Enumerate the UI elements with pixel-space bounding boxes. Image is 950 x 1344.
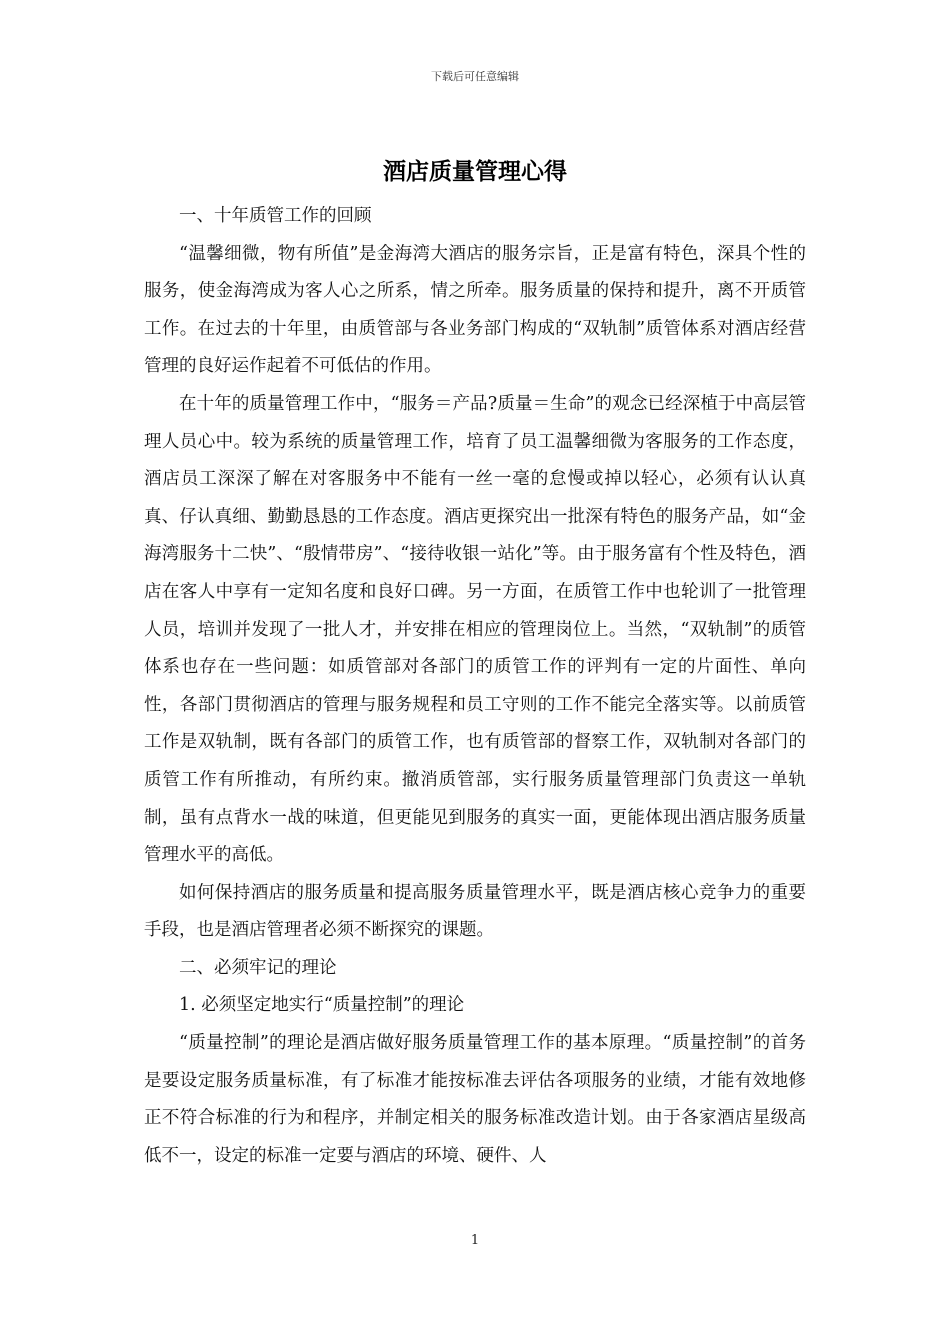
body-paragraph: “质量控制”的理论是酒店做好服务质量管理工作的基本原理。“质量控制”的首务是要设定服务质量标准，有了标准才能按标准去评估各项服务的业绩，才能有效地修正不符合标准的行为和程序，并制定相关的服务标准改造计划。由于各家酒店星级高低不一，设定的标准一定要与酒店的环境、硬件、人 <box>144 1033 806 1166</box>
subsection-heading: 1. 必须坚定地实行“质量控制”的理论 <box>179 995 465 1016</box>
section-heading-2: 二、必须牢记的理论 <box>179 957 337 978</box>
document-title: 酒店质量管理心得 <box>383 158 567 185</box>
document-body <box>144 198 806 1175</box>
page-number: 1 <box>470 1233 480 1248</box>
body-paragraph: “温馨细微，物有所值”是金海湾大酒店的服务宗旨，正是富有特色，深具个性的服务，使金海湾成为客人心之所系，情之所牵。服务质量的保持和提升，离不开质管工作。在过去的十年里，由质管部与各业务部门构成的“双轨制”质管体系对酒店经营管理的良好运作起着不可低估的作用。 <box>144 243 806 377</box>
page-header-note: 下载后可任意编辑 <box>431 70 519 83</box>
body-paragraph: 在十年的质量管理工作中，“服务＝产品?质量＝生命”的观念已经深植于中高层管理人员心中。较为系统的质量管理工作，培育了员工温馨细微为客服务的工作态度，酒店员工深深了解在对客服务中不能有一丝一毫的怠慢或掉以轻心，必须有认认真真、仔认真细、勤勤恳恳的工作态度。酒店更探究出一批深有特色的服务产品，如“金海湾服务十二快”、“殷情带房”、“接待收银一站化”等。由于服务富有个性及特色，酒店在客人中享有一定知名度和良好口碑。另一方面，在质管工作中也轮训了一批管理人员，培训并发现了一批人才，并安排在相应的管理岗位上。当然，“双轨制”的质管体系也存在一些问题：如质管部对各部门的质管工作的评判有一定的片面性、单向性，各部门贯彻酒店的管理与服务规程和员工守则的工作不能完全落实等。以前质管工作是双轨制，既有各部门的质管工作，也有质管部的督察工作，双轨制对各部门的质管工作有所推动，有所约束。撤消质管部，实行服务质量管理部门负责这一单轨制，虽有点背水一战的味道，但更能见到服务的真实一面，更能体现出酒店服务质量管理水平的高低。 <box>144 393 806 866</box>
body-paragraph: 如何保持酒店的服务质量和提高服务质量管理水平，既是酒店核心竞争力的重要手段，也是酒店管理者必须不断探究的课题。 <box>144 882 806 941</box>
section-heading-1: 一、十年质管工作的回顾 <box>179 206 372 226</box>
